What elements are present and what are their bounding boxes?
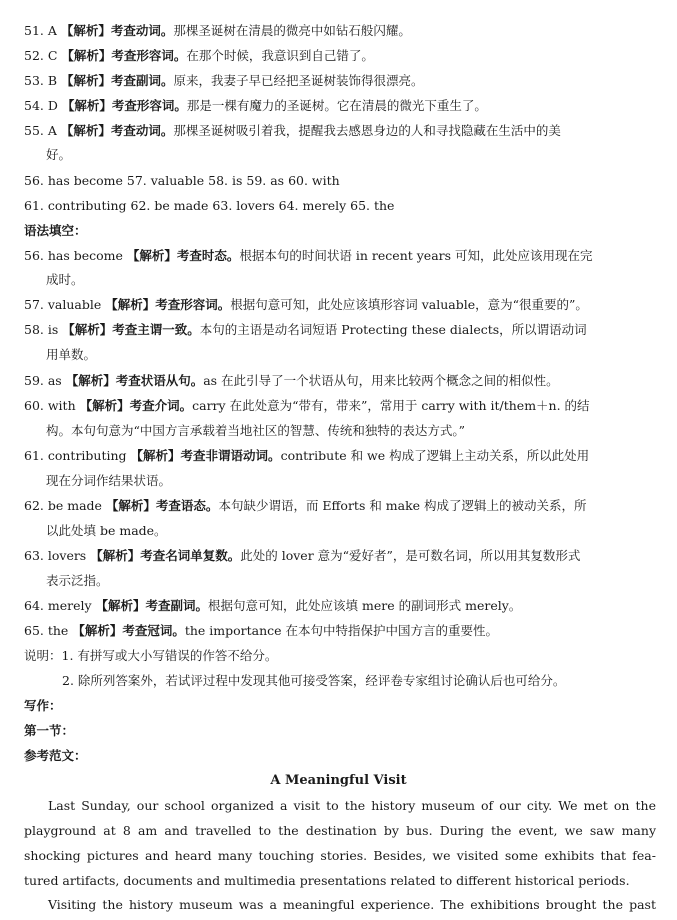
answer-item-55-continuation: 好。 — [46, 147, 72, 162]
sample-essay-heading: 参考范文： — [24, 748, 87, 763]
essay-line-3: shocking pictures and heard many touching stories. Besides, we visited some exhibits that fea- — [24, 848, 656, 863]
grammar-item-64: 64. merely 【解析】考查副词。根据句意可知，此处应该填 mere 的副词形式 merely。 — [24, 598, 522, 613]
answer-item-51: 51. A 【解析】考查动词。那棵圣诞树在清晨的微亮中如钻石般闪耀。 — [24, 23, 411, 38]
essay-title: A Meaningful Visit — [270, 773, 407, 788]
grammar-item-60: 60. with 【解析】考查介词。carry 在此处意为“带有，带来”，常用于 carry with it/them＋n. 的结 — [24, 398, 590, 413]
essay-line-4: tured artifacts, documents and multimedia presentations related to different historical periods. — [24, 873, 630, 888]
answer-item-52: 52. C 【解析】考查形容词。在那个时候，我意识到自己错了。 — [24, 48, 374, 63]
grammar-item-61-continuation: 现在分词作结果状语。 — [46, 473, 172, 488]
answer-item-53: 53. B 【解析】考查副词。原来，我妻子早已经把圣诞树装饰得很漂亮。 — [24, 73, 424, 88]
answer-summary-row-1: 56. has become 57. valuable 58. is 59. as 60. with — [24, 173, 340, 188]
grammar-item-60-continuation: 构。本句句意为“中国方言承载着当地社区的智慧、传统和独特的表达方式。” — [46, 423, 466, 438]
answer-summary-row-2: 61. contributing 62. be made 63. lovers 64. merely 65. the — [24, 198, 395, 213]
answer-item-54: 54. D 【解析】考查形容词。那是一棵有魔力的圣诞树。它在清晨的微光下重生了。 — [24, 98, 487, 113]
essay-line-2: playground at 8 am and travelled to the destination by bus. During the event, we saw many — [24, 823, 656, 838]
grammar-item-59: 59. as 【解析】考查状语从句。as 在此引导了一个状语从句，用来比较两个概念之间的相似性。 — [24, 373, 559, 388]
note-line-2: 2. 除所列答案外，若试评过程中发现其他可接受答案，经评卷专家组讨论确认后也可给分。 — [62, 673, 566, 688]
section-heading: 第一节： — [24, 723, 75, 738]
grammar-item-62: 62. be made 【解析】考查语态。本句缺少谓语，而 Efforts 和 make 构成了逻辑上的被动关系，所 — [24, 498, 587, 513]
grammar-item-63-continuation: 表示泛指。 — [46, 573, 109, 588]
grammar-item-61: 61. contributing 【解析】考查非谓语动词。contribute 和 we 构成了逻辑上主动关系，所以此处用 — [24, 448, 590, 463]
note-line-1: 说明：1. 有拼写或大小写错误的作答不给分。 — [24, 648, 278, 663]
grammar-heading: 语法填空： — [24, 223, 87, 238]
grammar-item-58-continuation: 用单数。 — [46, 347, 97, 362]
grammar-item-65: 65. the 【解析】考查冠词。the importance 在本句中特指保护中国方言的重要性。 — [24, 623, 499, 638]
grammar-item-56-continuation: 成时。 — [46, 272, 84, 287]
essay-line-1: Last Sunday, our school organized a visit to the history museum of our city. We met on the — [48, 798, 656, 813]
grammar-item-58: 58. is 【解析】考查主谓一致。本句的主语是动名词短语 Protecting these dialects，所以谓语动词 — [24, 322, 587, 337]
grammar-item-56: 56. has become 【解析】考查时态。根据本句的时间状语 in recent years 可知，此处应该用现在完 — [24, 248, 593, 263]
answer-item-55: 55. A 【解析】考查动词。那棵圣诞树吸引着我，提醒我去感恩身边的人和寻找隐藏在生活中的美 — [24, 123, 561, 138]
writing-heading: 写作： — [24, 698, 62, 713]
essay-line-5: Visiting the history museum was a meaningful experience. The exhibitions brought the past — [48, 897, 656, 912]
grammar-item-62-continuation: 以此处填 be made。 — [46, 523, 167, 538]
grammar-item-57: 57. valuable 【解析】考查形容词。根据句意可知，此处应该填形容词 valuable，意为“很重要的”。 — [24, 297, 588, 312]
grammar-item-63: 63. lovers 【解析】考查名词单复数。此处的 lover 意为“爱好者”，是可数名词，所以用其复数形式 — [24, 548, 581, 563]
